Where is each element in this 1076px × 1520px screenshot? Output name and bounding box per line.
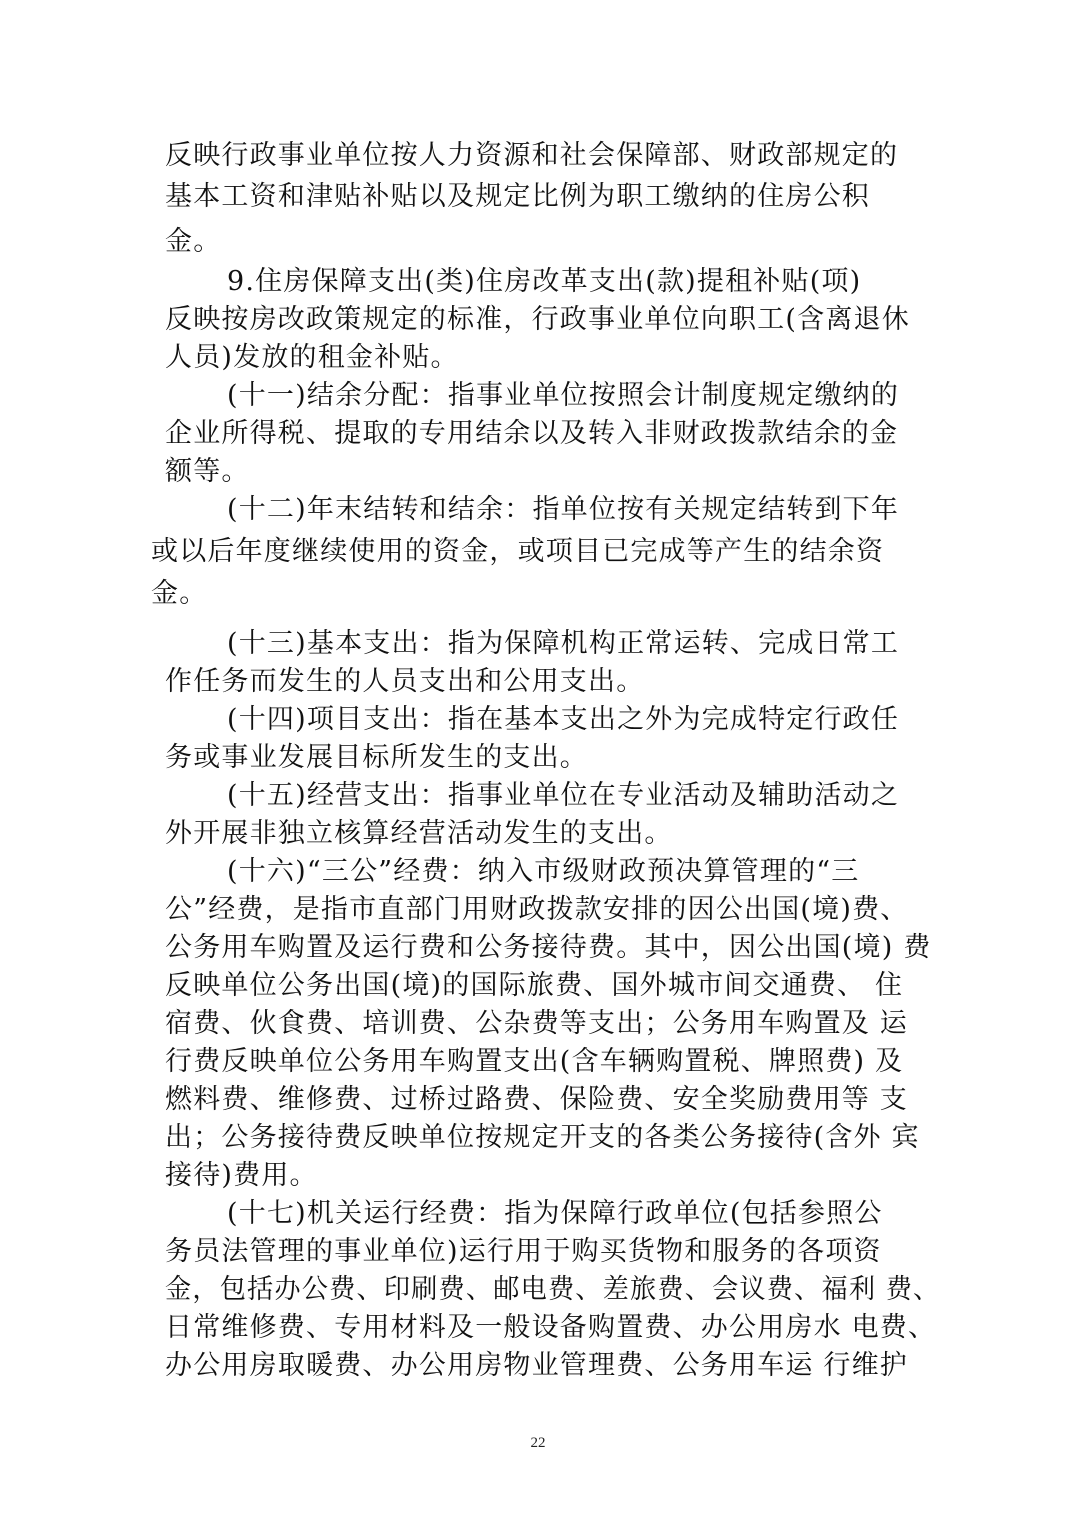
text-line: (十四)项目支出：指在基本支出之外为完成特定行政任 <box>227 704 900 735</box>
text-line: 基本工资和津贴补贴以及规定比例为职工缴纳的住房公积 <box>165 181 870 212</box>
text-line: (十五)经营支出：指事业单位在专业活动及辅助活动之 <box>227 780 900 811</box>
text-line: 行费反映单位公务用车购置支出(含车辆购置税、牌照费) 及 <box>165 1046 904 1077</box>
text-line: 作任务而发生的人员支出和公用支出。 <box>165 666 645 697</box>
text-line: 公”经费，是指市直部门用财政拨款安排的因公出国(境)费、 <box>165 894 909 925</box>
text-line: 日常维修费、专用材料及一般设备购置费、办公用房水 电费、 <box>165 1312 937 1343</box>
text-line: 金，包括办公费、印刷费、邮电费、差旅费、会议费、福利 费、 <box>165 1274 941 1305</box>
text-line: 金。 <box>151 578 208 609</box>
text-line: 反映行政事业单位按人力资源和社会保障部、财政部规定的 <box>165 140 899 171</box>
text-line: 企业所得税、提取的专用结余以及转入非财政拨款结余的金 <box>165 418 899 449</box>
text-line: 接待)费用。 <box>165 1160 318 1191</box>
text-line: 出；公务接待费反映单位按规定开支的各类公务接待(含外 宾 <box>165 1122 920 1153</box>
text-line: 公务用车购置及运行费和公务接待费。其中，因公出国(境) 费 <box>165 932 932 963</box>
text-line: (十三)基本支出：指为保障机构正常运转、完成日常工 <box>227 628 900 659</box>
text-line: 务员法管理的事业单位)运行用于购买货物和服务的各项资 <box>165 1236 882 1267</box>
text-line: 反映按房改政策规定的标准，行政事业单位向职工(含离退休 <box>165 304 910 335</box>
text-line: 办公用房取暖费、办公用房物业管理费、公务用车运 行维护 <box>165 1350 908 1381</box>
text-line: 务或事业发展目标所发生的支出。 <box>165 742 588 773</box>
text-line: 外开展非独立核算经营活动发生的支出。 <box>165 818 673 849</box>
text-line: 或以后年度继续使用的资金，或项目已完成等产生的结余资 <box>151 536 885 567</box>
text-line: (十一)结余分配：指事业单位按照会计制度规定缴纳的 <box>227 380 900 411</box>
text-line: 9.住房保障支出(类)住房改革支出(款)提租补贴(项) <box>227 266 862 297</box>
text-line: 额等。 <box>165 456 250 487</box>
page-number: 22 <box>530 1435 546 1451</box>
text-line: 反映单位公务出国(境)的国际旅费、国外城市间交通费、 住 <box>165 970 904 1001</box>
text-line: (十二)年末结转和结余：指单位按有关规定结转到下年 <box>227 494 900 525</box>
text-line: (十七)机关运行经费：指为保障行政单位(包括参照公 <box>227 1198 883 1229</box>
text-line: 人员)发放的租金补贴。 <box>165 342 459 373</box>
text-line: (十六)“三公”经费：纳入市级财政预决算管理的“三 <box>227 856 860 887</box>
text-line: 燃料费、维修费、过桥过路费、保险费、安全奖励费用等 支 <box>165 1084 908 1115</box>
text-line: 金。 <box>165 226 222 257</box>
text-line: 宿费、伙食费、培训费、公杂费等支出；公务用车购置及 运 <box>165 1008 908 1039</box>
